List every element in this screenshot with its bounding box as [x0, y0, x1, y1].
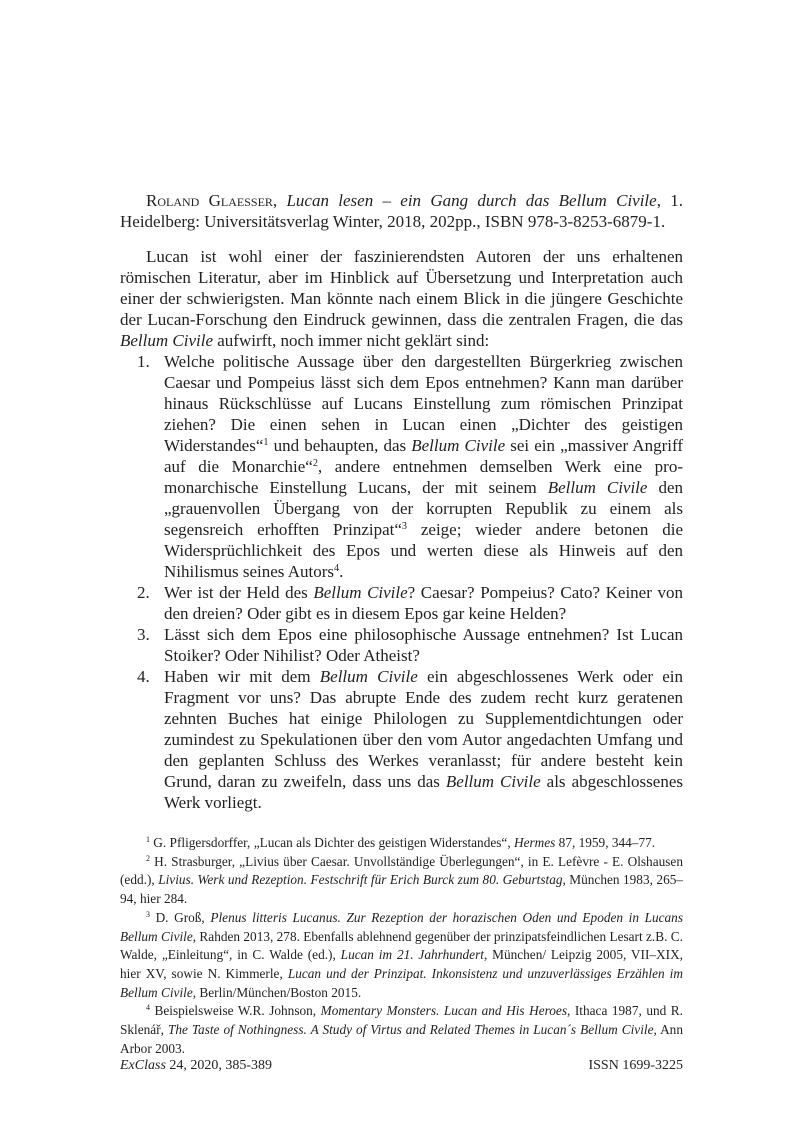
question-list: [120, 351, 683, 813]
text-run: ein abgeschlossenes Werk oder ein Fragment vor uns? Das abrupte Ende des zudem recht kurz geratenen zehnten Buches hat einige Philologen zu Supplementdichtungen oder zumindest zu Spekulationen über den vom Autor angedachten Umfang und den geplanten Schluss des Werkes veranlasst; für andere besteht kein Grund, daran zu zweifeln, dass uns das: [164, 667, 683, 791]
italic-text: Lucan im 21. Jahrhundert: [340, 947, 484, 963]
volume-pages: 24, 2020, 385-389: [165, 1058, 273, 1073]
text-run: .: [339, 562, 344, 581]
italic-text: Momentary Monsters. Lucan and His Heroes: [320, 1003, 568, 1019]
text-run: sei ein „massiver Angriff auf die Monarchie“: [164, 436, 683, 476]
text-run: , 1. Heidelberg: Universitätsverlag Winter, 2018, 202pp., ISBN 978-3-8253-6879-1.: [120, 191, 684, 231]
text-run: Beispielsweise W.R. Johnson,: [149, 1003, 321, 1019]
italic-text: Bellum Civile: [411, 436, 506, 455]
footnotes: [120, 834, 683, 1058]
text-run: D. Groß,: [149, 909, 211, 925]
item-number: 2.: [137, 583, 150, 602]
list-item: [120, 582, 683, 624]
text-run: , Rahden 2013, 278. Ebenfalls ablehnend gegenüber der prinzipatsfeindlichen Lesart z.B. C. Walde, „Einleitung“, in C. Walde (ed.),: [120, 928, 683, 963]
text-run: , München 1983, 265–94, hier 284.: [120, 872, 684, 907]
footnote-ref: 1: [146, 835, 150, 845]
item-number: 4.: [137, 667, 150, 686]
italic-text: Livius. Werk und Rezeption. Festschrift für Erich Burck zum 80. Geburtstag: [158, 872, 563, 888]
text-run: Lässt sich dem Epos eine philosophische Aussage entnehmen? Ist Lucan Stoiker? Oder Nihilist? Oder Atheist?: [164, 625, 683, 665]
item-number: 1.: [137, 352, 150, 371]
italic-text: Lucan und der Prinzipat. Inkonsistenz und unzuverlässiges Erzählen im Bellum Civile: [120, 965, 683, 1000]
text-run: , Ithaca 1987, und R. Sklenář,: [120, 1003, 683, 1038]
text-run: Wer ist der Held des: [164, 583, 314, 602]
text-run: , Ann Arbor 2003.: [120, 1022, 683, 1056]
text-run: Lucan ist wohl einer der faszinierendsten Autoren der uns erhaltenen römischen Literatur, aber im Hinblick auf Übersetzung und Interpretation auch einer der schwierigsten. Man könnte nach einem Blick in die jüngere Geschichte der Lucan-Forschung den Eindruck gewinnen, dass die zentralen Fragen, die das: [120, 247, 683, 329]
text-run: Roland Glaesser: [146, 191, 273, 210]
text-run: 87, 1959, 344–77.: [555, 835, 656, 850]
text-run: ,: [272, 191, 287, 210]
list-item: [120, 351, 683, 582]
italic-text: Bellum Civile: [319, 667, 418, 686]
text-run: H. Strasburger, „Livius über Caesar. Unvollständige Überlegungen“, in E. Lefèvre - E. Olshausen (edd.),: [120, 853, 683, 888]
text-run: aufwirft, noch immer nicht geklärt sind:: [213, 331, 490, 350]
footnote-ref: 3: [401, 520, 408, 532]
text-run: ? Caesar? Pompeius? Cato? Keiner von den dreien? Oder gibt es in diesem Epos gar keine Helden?: [164, 583, 683, 623]
list-item: [120, 624, 683, 666]
text-run: , Berlin/München/Boston 2015.: [192, 984, 362, 1000]
text-run: zeige; wieder andere betonen die Widersprüchlichkeit des Epos und werten diese als Hinweis auf den Nihilismus seines Autors: [164, 520, 683, 581]
text-run: Welche politische Aussage über den dargestellten Bürgerkrieg zwischen Caesar und Pompeius lässt sich dem Epos entnehmen? Kann man darüber hinaus Rückschlüsse auf Lucans Einstellung zum römischen Prinzipat ziehen? Die einen sehen in Lucan einen „Dichter des geistigen Widerstandes“: [164, 352, 683, 455]
item-number: 3.: [137, 625, 150, 644]
footnote-ref: 2: [146, 853, 150, 863]
text-run: Haben wir mit dem: [164, 667, 320, 686]
text-run: den „grauenvollen Übergang von der korrupten Republik zu einem als segensreich erhofften Prinzipat“: [164, 478, 683, 539]
footnote-ref: 1: [263, 436, 269, 448]
italic-text: The Taste of Nothingness. A Study of Virtus and Related Themes in Lucan´s Bellum Civile: [167, 1022, 654, 1038]
footnote: [120, 1002, 683, 1058]
body-text: [120, 246, 683, 813]
italic-text: Hermes: [513, 835, 556, 850]
italic-text: Lucan lesen – ein Gang durch das Bellum Civile: [286, 191, 657, 210]
italic-text: Plenus litteris Lucanus. Zur Rezeption der horazischen Oden und Epoden in Lucans Bellum Civile: [120, 909, 683, 944]
review-heading: [120, 190, 683, 232]
list-item: [120, 666, 683, 813]
journal-name: ExClass: [120, 1058, 166, 1073]
issn: ISSN 1699-3225: [588, 1058, 683, 1073]
text-run: , München/ Leipzig 2005, VII–XIX, hier XV, sowie N. Kimmerle,: [120, 947, 683, 981]
page-footer: [120, 1058, 683, 1074]
text-run: als abgeschlossenes Werk vorliegt.: [164, 772, 683, 812]
footnote-ref: 4: [146, 1003, 150, 1013]
italic-text: Bellum Civile: [547, 478, 648, 497]
text-run: und behaupten, das: [268, 436, 412, 455]
italic-text: Bellum Civile: [313, 583, 408, 602]
journal-citation: [120, 1058, 272, 1074]
italic-text: Bellum Civile: [120, 331, 214, 350]
footnote: [120, 834, 683, 853]
intro-paragraph: [120, 246, 683, 351]
footnote-ref: 3: [146, 910, 150, 920]
text-run: , andere entnehmen demselben Werk eine pro-monarchische Einstellung Lucans, der mit seinem: [164, 457, 683, 497]
footnote-ref: 4: [334, 562, 340, 574]
italic-text: Bellum Civile: [445, 772, 541, 791]
footnote: [120, 909, 683, 1003]
text-run: G. Pfligersdorffer, „Lucan als Dichter des geistigen Widerstandes“,: [149, 835, 514, 850]
footnote: [120, 853, 683, 909]
footnote-ref: 2: [312, 457, 318, 469]
